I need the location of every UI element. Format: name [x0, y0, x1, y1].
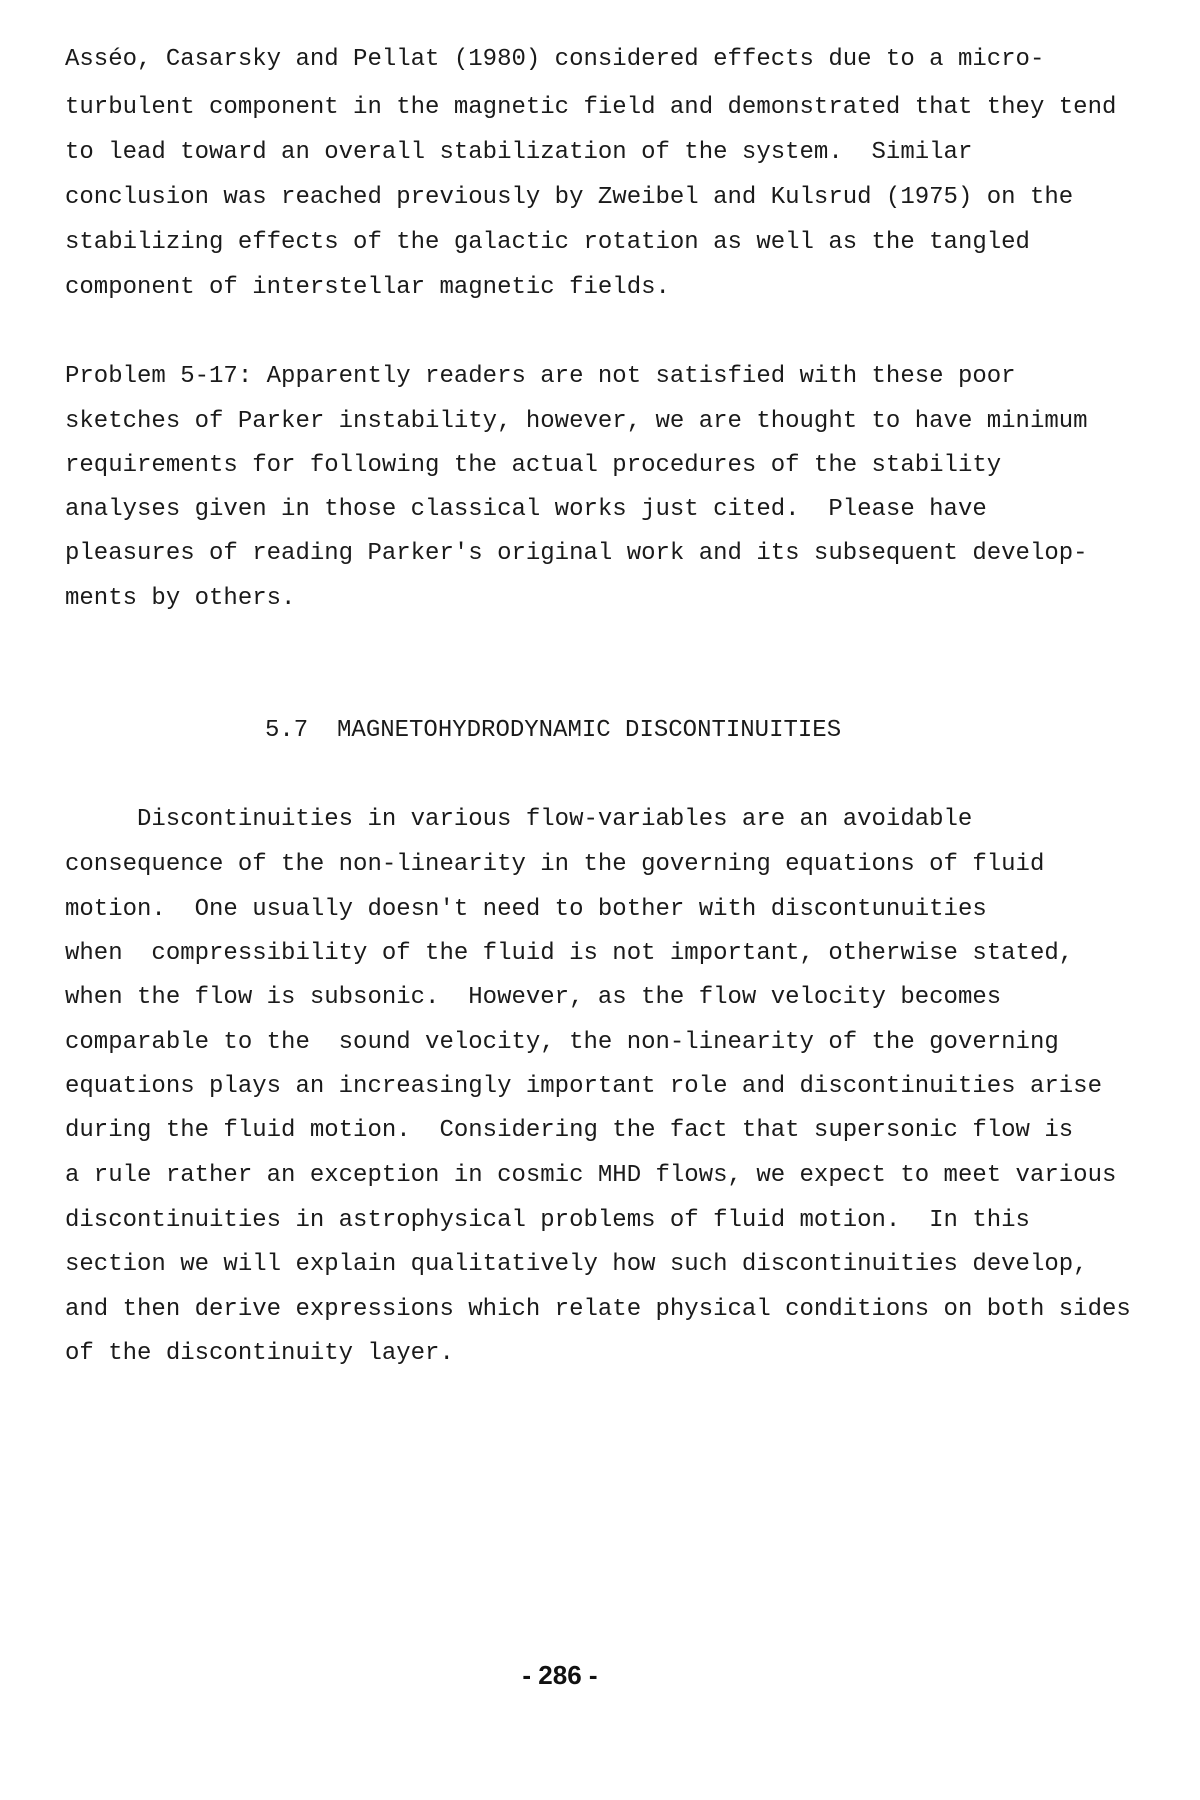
text-line: when the flow is subsonic. However, as the flow velocity becomes: [65, 984, 1002, 1011]
text-line: stabilizing effects of the galactic rotation as well as the tangled: [65, 229, 1030, 256]
text-line: to lead toward an overall stabilization of the system. Similar: [65, 139, 973, 166]
text-line: section we will explain qualitatively how such discontinuities develop,: [65, 1251, 1088, 1278]
text-line: Problem 5-17: Apparently readers are not satisfied with these poor: [65, 363, 1016, 390]
text-line: pleasures of reading Parker's original work and its subsequent develop-: [65, 540, 1088, 567]
text-line: Asséo, Casarsky and Pellat (1980) considered effects due to a micro-: [65, 46, 1045, 73]
section-heading: 5.7 MAGNETOHYDRODYNAMIC DISCONTINUITIES: [265, 717, 842, 744]
text-line: Discontinuities in various flow-variables are an avoidable: [137, 806, 973, 833]
text-line: sketches of Parker instability, however, we are thought to have minimum: [65, 408, 1088, 435]
text-line: consequence of the non-linearity in the governing equations of fluid: [65, 851, 1045, 878]
text-line: equations plays an increasingly important role and discontinuities arise: [65, 1073, 1102, 1100]
text-line: of the discontinuity layer.: [65, 1340, 454, 1367]
text-line: conclusion was reached previously by Zweibel and Kulsrud (1975) on the: [65, 184, 1074, 211]
text-line: when compressibility of the fluid is not important, otherwise stated,: [65, 940, 1074, 967]
page-number: - 286 -: [522, 1660, 598, 1690]
text-line: comparable to the sound velocity, the non-linearity of the governing: [65, 1029, 1059, 1056]
text-line: motion. One usually doesn't need to bother with discontunuities: [65, 896, 987, 923]
text-line: a rule rather an exception in cosmic MHD flows, we expect to meet various: [65, 1162, 1117, 1189]
text-line: component of interstellar magnetic fields.: [65, 274, 670, 301]
text-line: and then derive expressions which relate physical conditions on both sides: [65, 1296, 1131, 1323]
text-line: requirements for following the actual procedures of the stability: [65, 452, 1002, 479]
text-line: during the fluid motion. Considering the fact that supersonic flow is: [65, 1117, 1074, 1144]
text-line: discontinuities in astrophysical problems of fluid motion. In this: [65, 1207, 1030, 1234]
text-line: ments by others.: [65, 585, 296, 612]
text-line: turbulent component in the magnetic field and demonstrated that they tend: [65, 94, 1117, 121]
text-line: analyses given in those classical works just cited. Please have: [65, 496, 987, 523]
